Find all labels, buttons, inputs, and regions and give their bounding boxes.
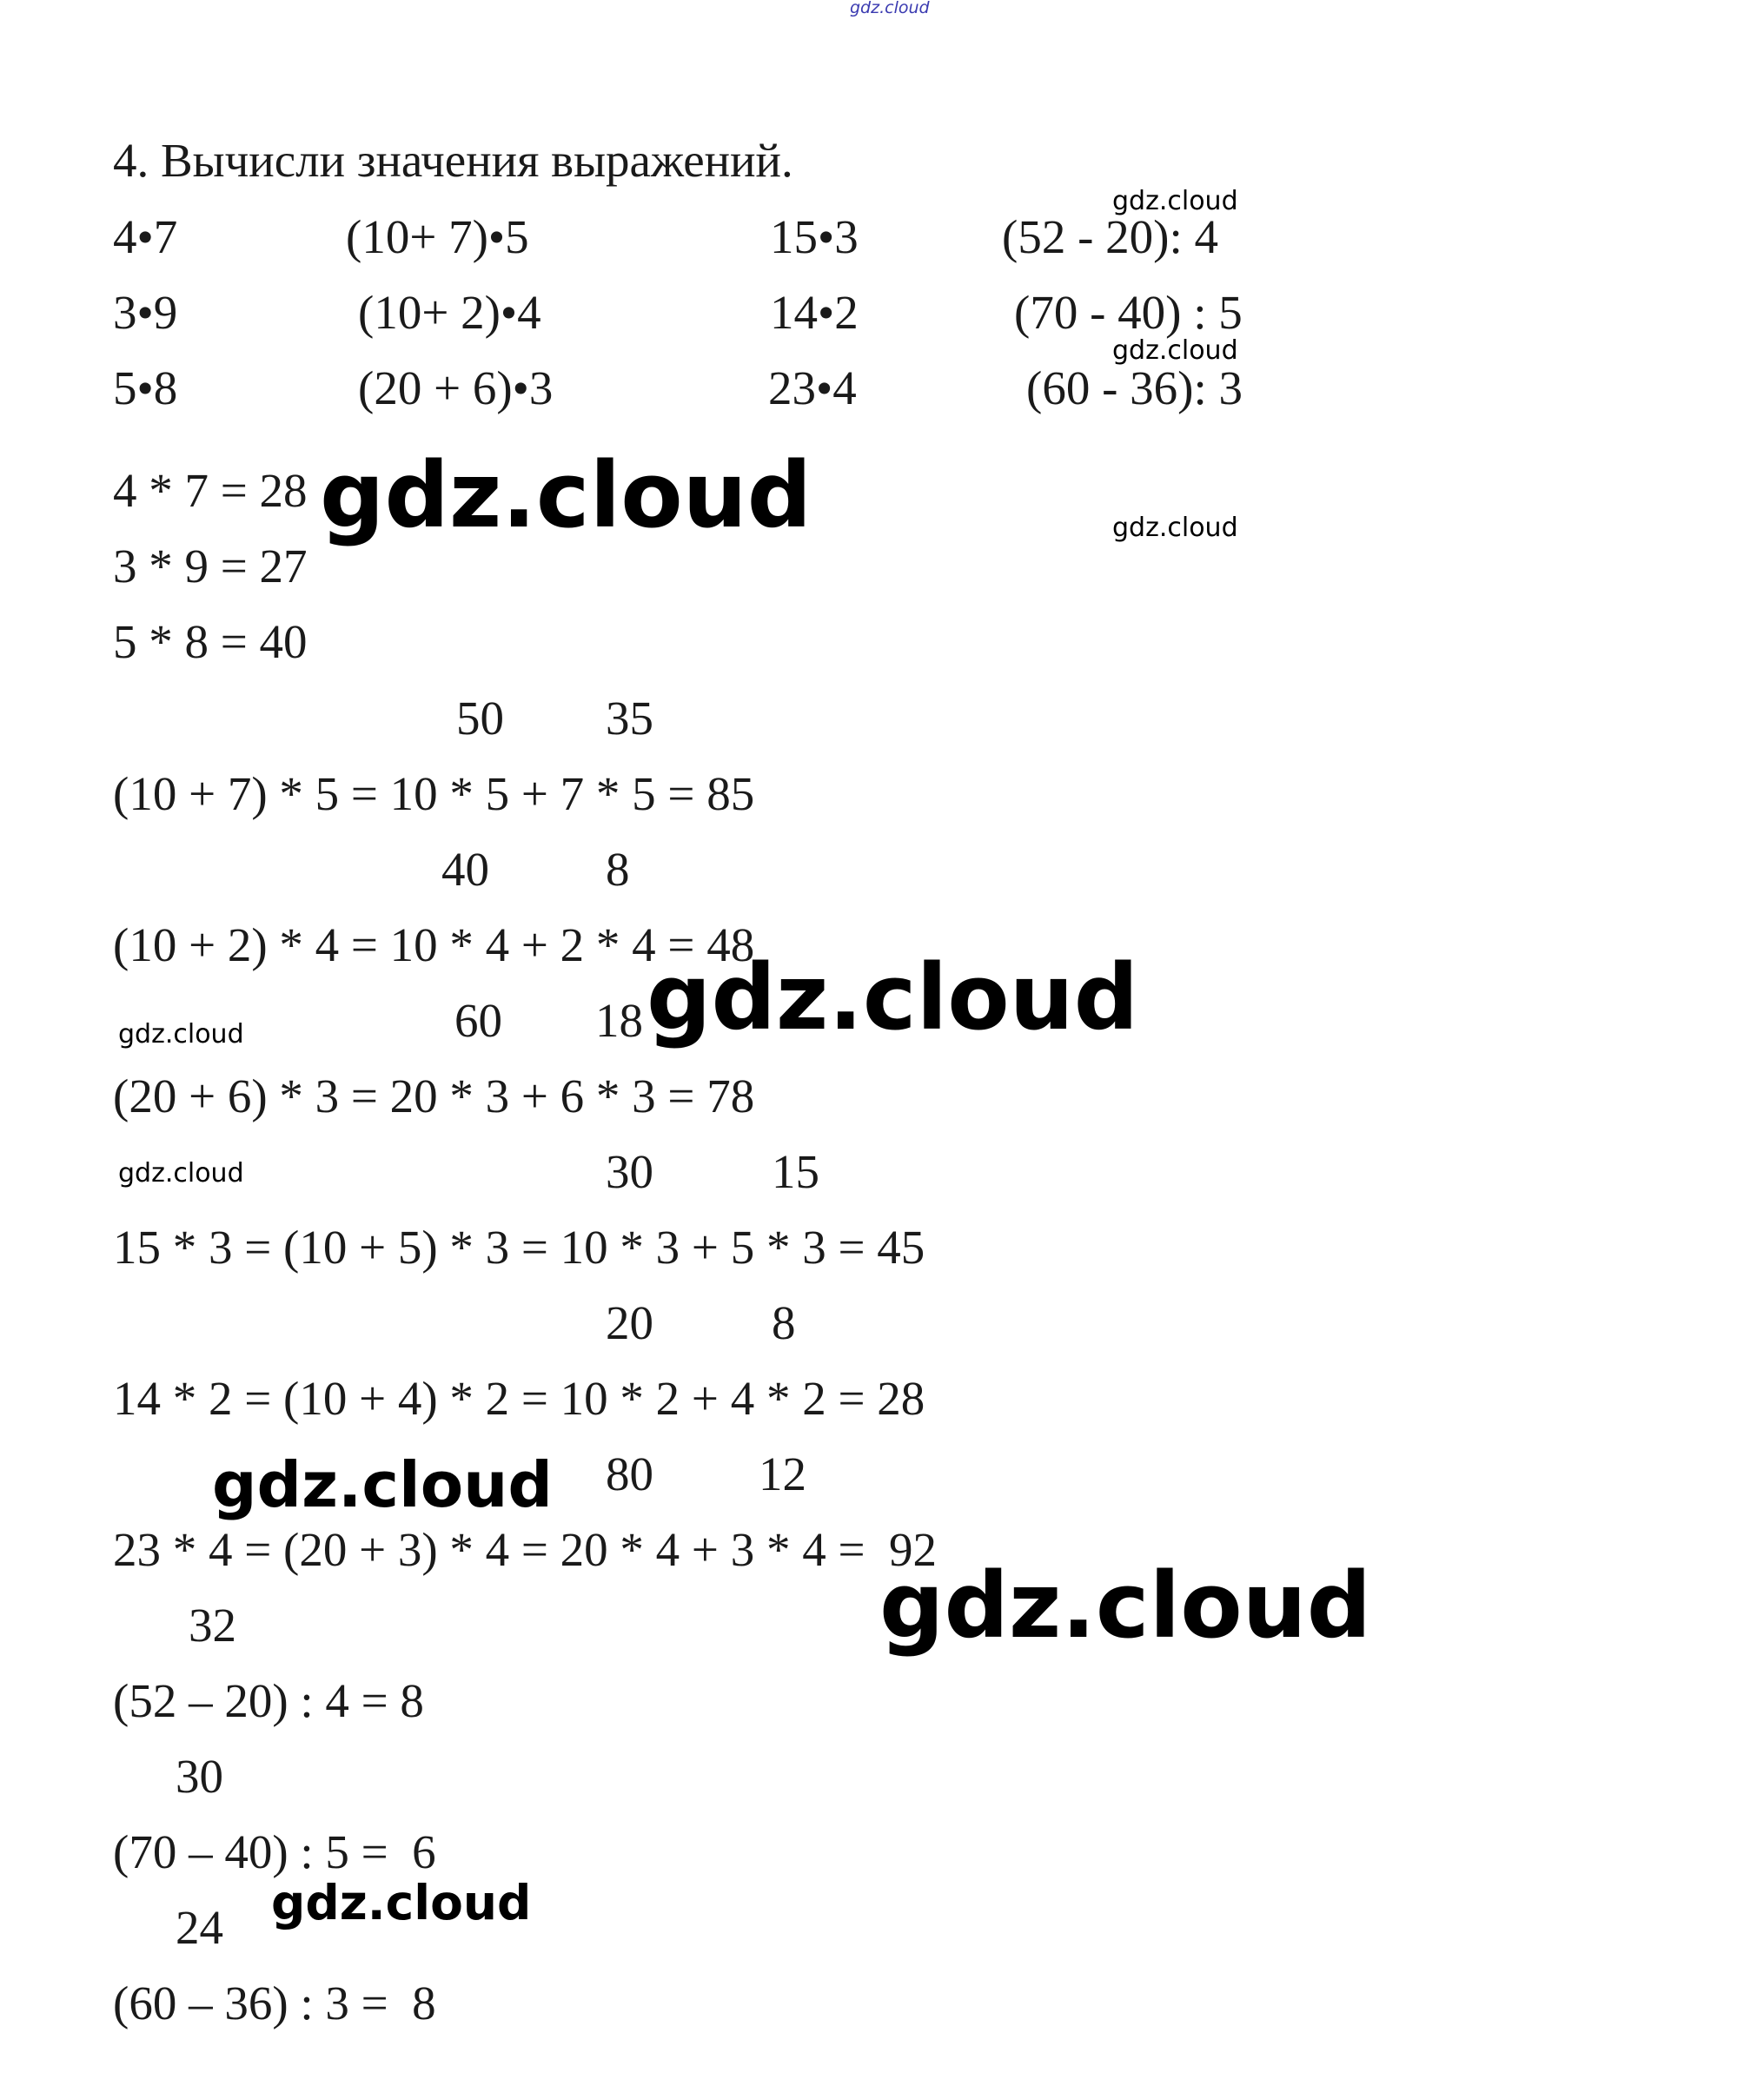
partial-product: 15 [772, 1145, 819, 1198]
watermark-small: gdz.cloud [118, 1158, 244, 1189]
task-title: 4. Вычисли значения выражений. [113, 134, 793, 187]
solution-line: (10 + 7) * 5 = 10 * 5 + 7 * 5 = 85 [113, 767, 755, 820]
watermark-large: gdz.cloud [271, 1875, 532, 1930]
solution-line: (70 – 40) : 5 = 6 [113, 1825, 436, 1878]
partial-result: 24 [176, 1901, 223, 1954]
solution-line: (10 + 2) * 4 = 10 * 4 + 2 * 4 = 48 [113, 918, 755, 971]
watermark-large: gdz.cloud [320, 442, 812, 548]
task-expression: (20 + 6)•3 [358, 361, 554, 414]
task-expression: (60 - 36): 3 [1026, 361, 1243, 414]
partial-product: 30 [606, 1145, 653, 1198]
partial-product: 35 [606, 692, 653, 745]
task-expression: (70 - 40) : 5 [1014, 286, 1243, 339]
solution-line: (60 – 36) : 3 = 8 [113, 1977, 436, 2030]
solution-line: (20 + 6) * 3 = 20 * 3 + 6 * 3 = 78 [113, 1069, 755, 1122]
task-expression: 5•8 [113, 361, 178, 414]
solution-line: 5 * 8 = 40 [113, 615, 308, 668]
partial-product: 12 [759, 1447, 806, 1500]
watermark-small: gdz.cloud [1112, 513, 1238, 543]
partial-result: 32 [189, 1599, 236, 1652]
solution-line: 4 * 7 = 28 [113, 464, 308, 517]
solution-line: 23 * 4 = (20 + 3) * 4 = 20 * 4 + 3 * 4 = 92 [113, 1523, 937, 1576]
watermark-large: gdz.cloud [647, 944, 1139, 1050]
partial-product: 8 [606, 843, 630, 896]
solution-line: 3 * 9 = 27 [113, 540, 308, 593]
task-expression: 3•9 [113, 286, 178, 339]
partial-product: 80 [606, 1447, 653, 1500]
solution-line: (52 – 20) : 4 = 8 [113, 1674, 424, 1727]
watermark-large: gdz.cloud [879, 1553, 1372, 1659]
solution-line: 15 * 3 = (10 + 5) * 3 = 10 * 3 + 5 * 3 = 45 [113, 1221, 925, 1274]
task-expression: (10+ 2)•4 [358, 286, 541, 339]
watermark-small: gdz.cloud [118, 1019, 244, 1050]
partial-product: 18 [595, 994, 643, 1047]
task-expression: 14•2 [770, 286, 859, 339]
solution-line: 14 * 2 = (10 + 4) * 2 = 10 * 2 + 4 * 2 = 28 [113, 1372, 925, 1425]
watermark-large: gdz.cloud [212, 1448, 553, 1521]
task-expression: (52 - 20): 4 [1002, 210, 1218, 263]
partial-product: 40 [441, 843, 489, 896]
task-expression: 23•4 [768, 361, 857, 414]
partial-product: 20 [606, 1296, 653, 1349]
task-expression: 4•7 [113, 210, 178, 263]
watermark-small: gdz.cloud [1112, 186, 1238, 216]
task-expression: 15•3 [770, 210, 859, 263]
task-expression: (10+ 7)•5 [346, 210, 529, 263]
partial-product: 60 [454, 994, 502, 1047]
watermark-top: gdz.cloud [850, 0, 930, 17]
partial-result: 30 [176, 1750, 223, 1803]
partial-product: 50 [456, 692, 504, 745]
watermark-small: gdz.cloud [1112, 335, 1238, 366]
partial-product: 8 [772, 1296, 796, 1349]
